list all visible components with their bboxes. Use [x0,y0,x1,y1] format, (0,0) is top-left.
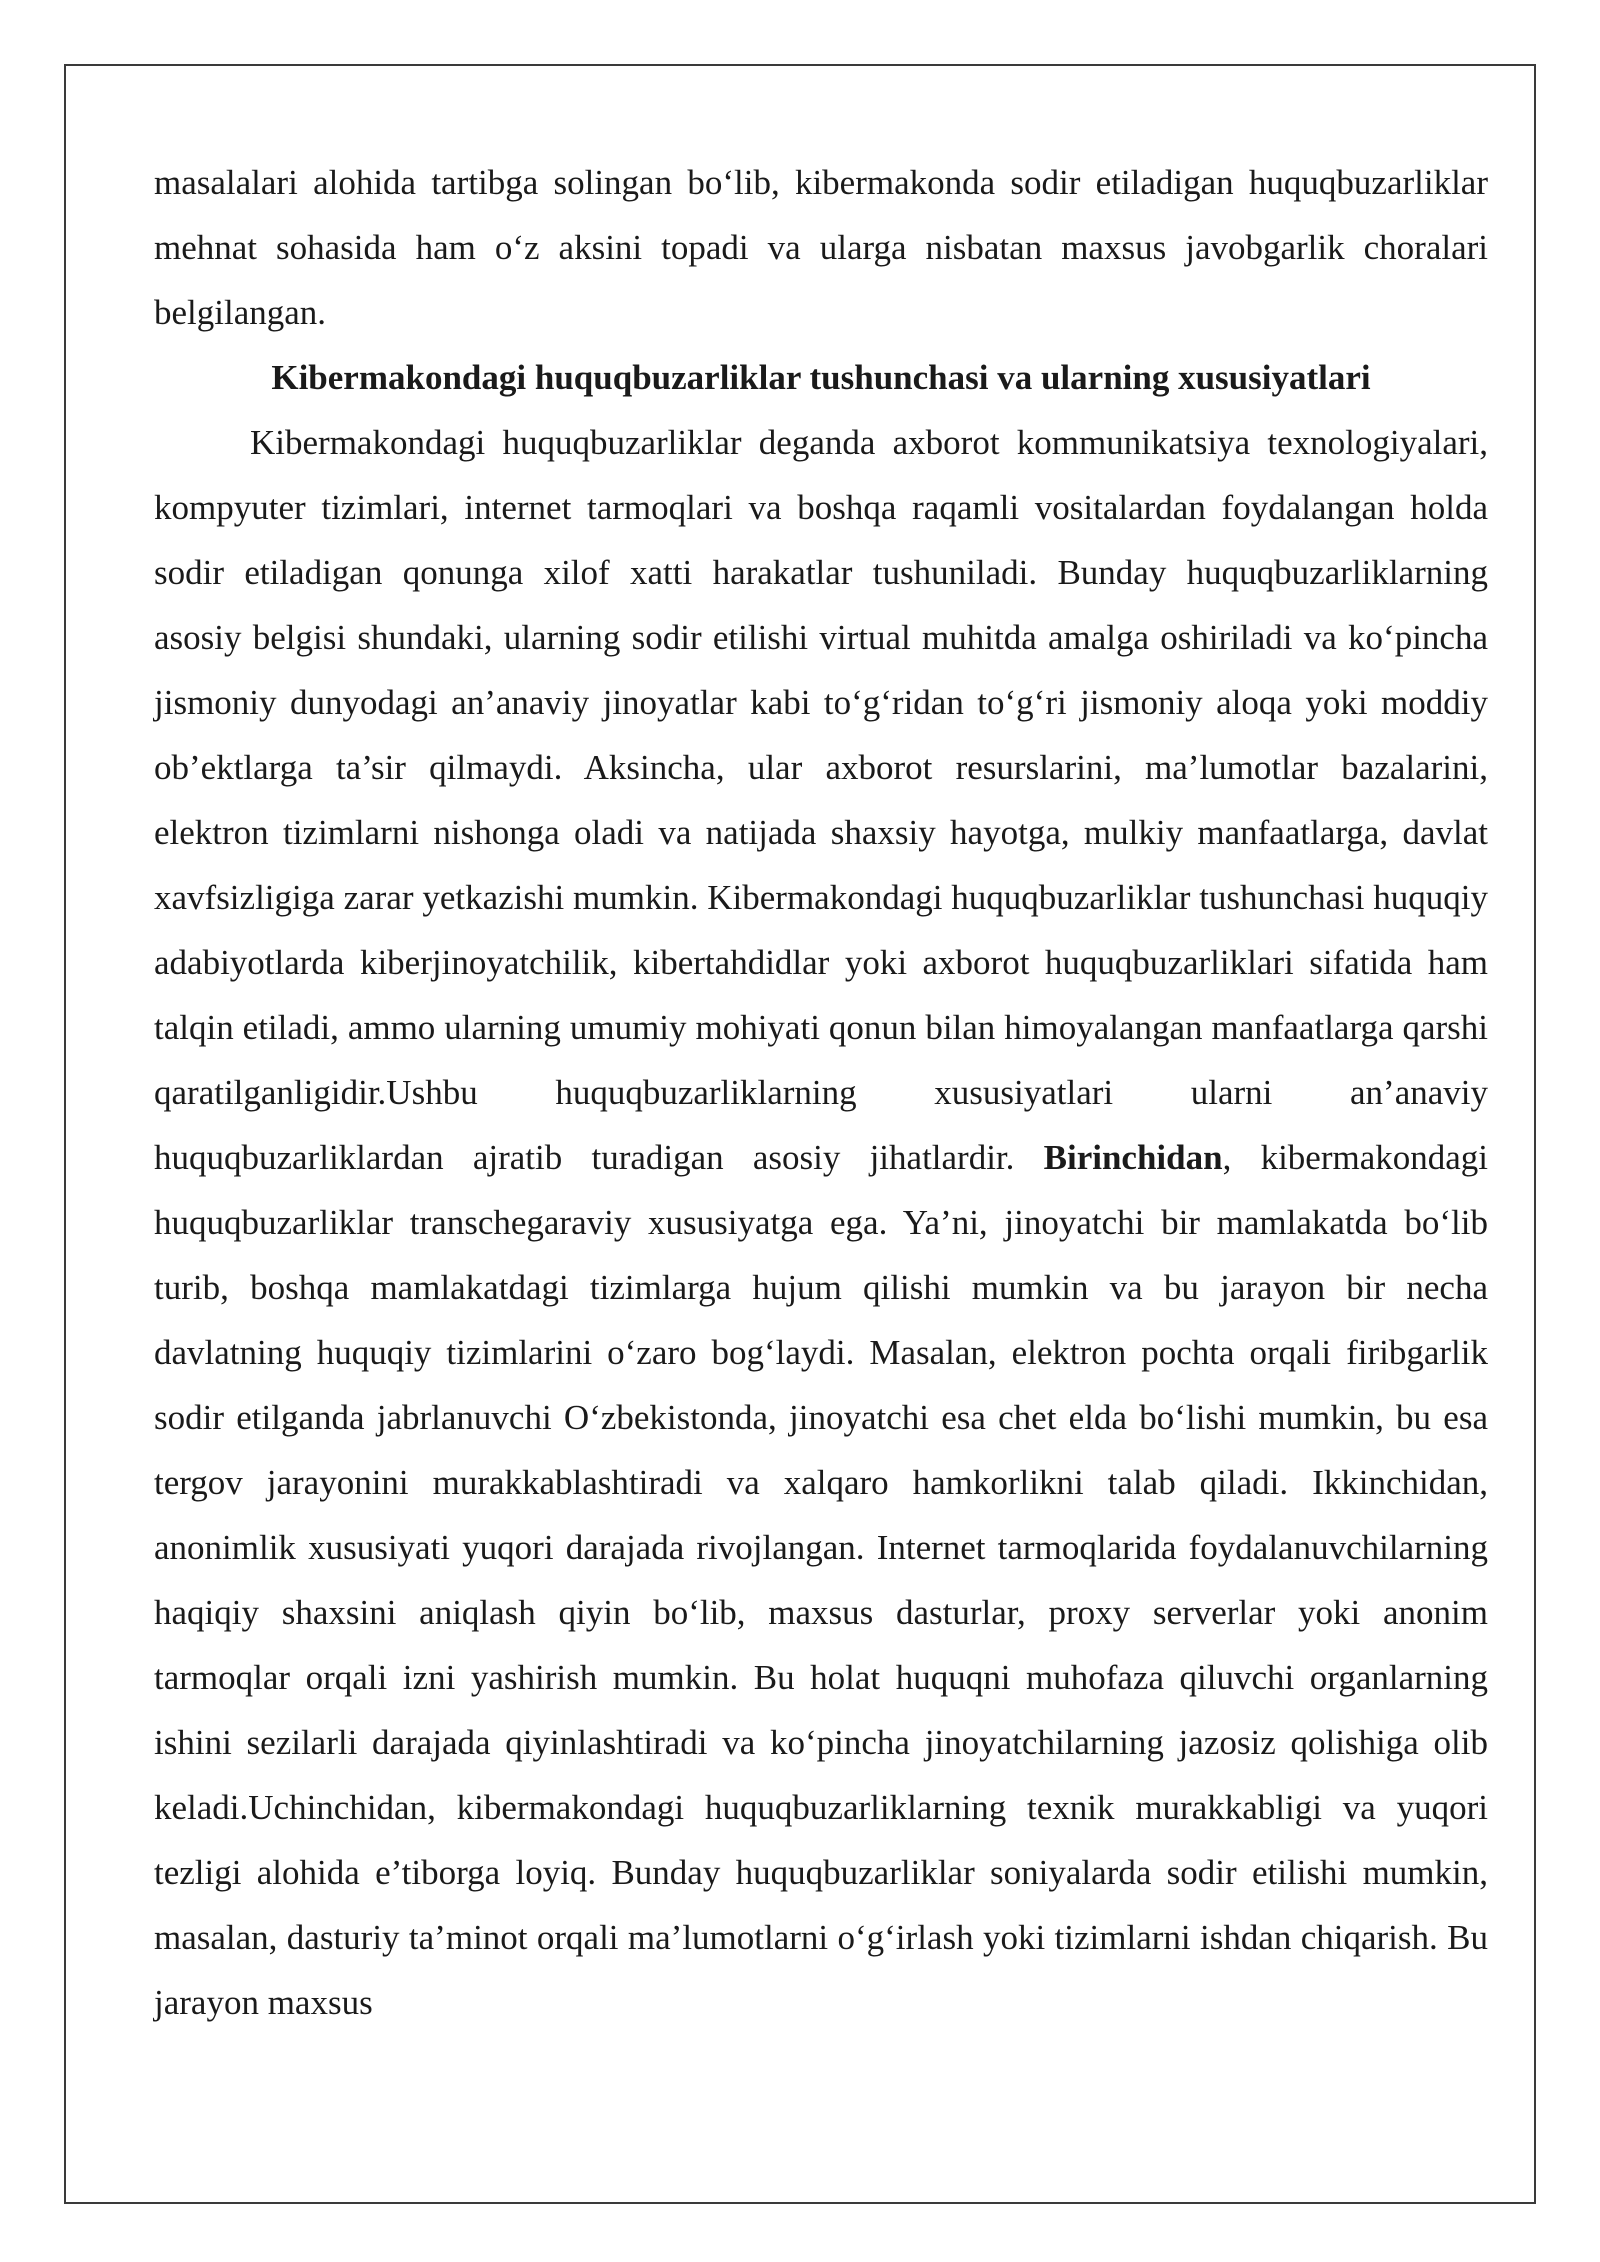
document-body [154,150,1488,2035]
paragraph-main-part1: Kibermakondagi huquqbuzarliklar deganda axborot kommunikatsiya texnologiyalari, kompyuter tizimlari, internet tarmoqlari va boshqa raqamli vositalardan foydalangan holda sodir etiladigan qonunga xilof xatti harakatlar tushuniladi. Bunday huquqbuzarliklarning asosiy belgisi shundaki, ularning sodir etilishi virtual muhitda amalga oshiriladi va ko‘pincha jismoniy dunyodagi an’anaviy jinoyatlar kabi to‘g‘ridan to‘g‘ri jismoniy aloqa yoki moddiy ob’ektlarga ta’sir qilmaydi. Aksincha, ular axborot resurslarini, ma’lumotlar bazalarini, elektron tizimlarni nishonga oladi va natijada shaxsiy hayotga, mulkiy manfaatlarga, davlat xavfsizligiga zarar yetkazishi mumkin. Kibermakondagi huquqbuzarliklar tushunchasi huquqiy adabiyotlarda kiberjinoyatchilik, kibertahdidlar yoki axborot huquqbuzarliklari sifatida ham talqin etiladi, ammo ularning umumiy mohiyati qonun bilan himoyalangan manfaatlarga qarshi qaratilganligidir.Ushbu huquqbuzarliklarning xususiyatlari ularni an’anaviy huquqbuzarliklardan ajratib turadigan asosiy jihatlardir. [154,423,1488,1177]
section-heading: Kibermakondagi huquqbuzarliklar tushunchasi va ularning xususiyatlari [271,358,1371,397]
paragraph-main [154,410,1488,2035]
paragraph-continuation: masalalari alohida tartibga solingan bo‘lib, kibermakonda sodir etiladigan huquqbuzarliklar mehnat sohasida ham o‘z aksini topadi va ularga nisbatan maxsus javobgarlik choralari belgilangan. [154,163,1488,332]
paragraph-main-part2: , kibermakondagi huquqbuzarliklar transchegaraviy xususiyatga ega. Ya’ni, jinoyatchi bir mamlakatda bo‘lib turib, boshqa mamlakatdagi tizimlarga hujum qilishi mumkin va bu jarayon bir necha davlatning huquqiy tizimlarini o‘zaro bog‘laydi. Masalan, elektron pochta orqali firibgarlik sodir etilganda jabrlanuvchi O‘zbekistonda, jinoyatchi esa chet elda bo‘lishi mumkin, bu esa tergov jarayonini murakkablashtiradi va xalqaro hamkorlikni talab qiladi. Ikkinchidan, anonimlik xususiyati yuqori darajada rivojlangan. Internet tarmoqlarida foydalanuvchilarning haqiqiy shaxsini aniqlash qiyin bo‘lib, maxsus dasturlar, proxy serverlar yoki anonim tarmoqlar orqali izni yashirish mumkin. Bu holat huquqni muhofaza qiluvchi organlarning ishini sezilarli darajada qiyinlashtiradi va ko‘pincha jinoyatchilarning jazosiz qolishiga olib keladi.Uchinchidan, kibermakondagi huquqbuzarliklarning texnik murakkabligi va yuqori tezligi alohida e’tiborga loyiq. Bunday huquqbuzarliklar soniyalarda sodir etilishi mumkin, masalan, dasturiy ta’minot orqali ma’lumotlarni o‘g‘irlash yoki tizimlarni ishdan chiqarish. Bu jarayon maxsus [154,1138,1488,2022]
bold-term-birinchidan: Birinchidan [1043,1138,1223,1177]
